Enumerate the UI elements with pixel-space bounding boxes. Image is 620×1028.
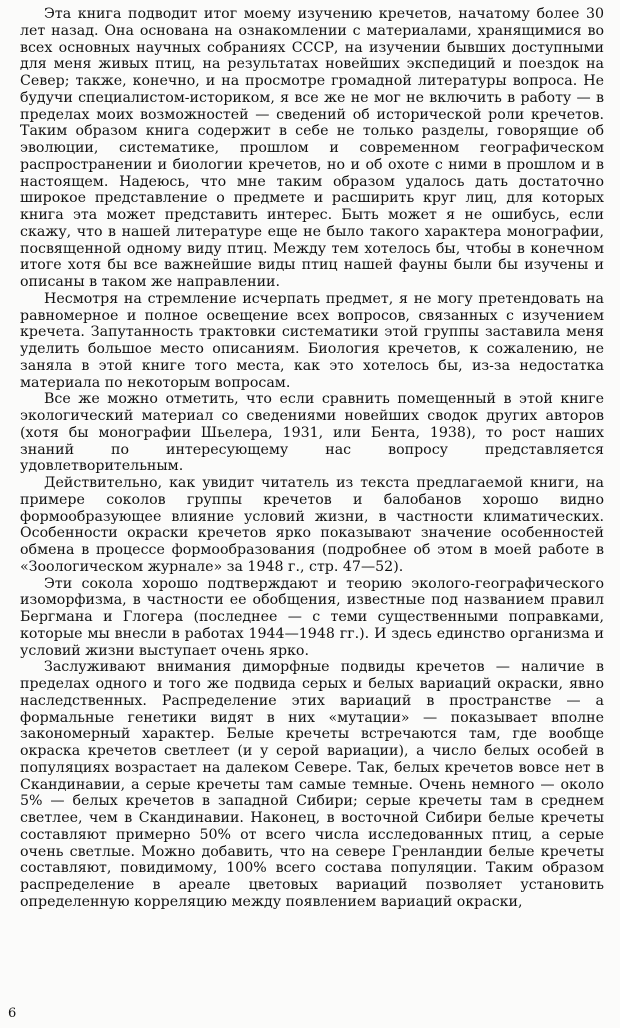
paragraph-2: Несмотря на стремление исчерпать предмет, я не могу претендовать на равномерное и полное освещение всех вопросов, связанных с изучением кречета. Запутанность трактовки систематики этой группы заставила меня уделить большое место описаниям. Биология кречетов, к сожалению, не заняла в этой книге того места, как это хотелось бы, из-за недостатка материала по некоторым вопросам.	[20, 290, 604, 391]
page-number: 6	[8, 1006, 17, 1021]
paragraph-5: Эти сокола хорошо подтверждают и теорию эколого-географического изоморфизма, в частности ее обобщения, известные под названием правил Бергмана и Глогера (последнее — с теми существенными поправками, которые мы внесли в работах 1944—1948 гг.). И здесь единство организма и условий жизни выступает очень ярко.	[20, 575, 604, 659]
paragraph-6: Заслуживают внимания диморфные подвиды кречетов — наличие в пределах одного и того же подвида серых и белых вариаций окраски, явно наследственных. Распределение этих вариаций в пространстве — а формальные генетики видят в них «мутации» — показывает вполне закономерный характер. Белые кречеты встречаются там, где вообще окраска кречетов светлеет (и у серой вариации), а число белых особей в популяциях возрастает на далеком Севере. Так, белых кречетов вовсе нет в Скандинавии, а серые кречеты там самые темные. Очень немного — около 5% — белых кречетов в западной Сибири; серые кречеты там в среднем светлее, чем в Скандинавии. Наконец, в восточной Сибири белые кречеты составляют примерно 50% от всего числа исследованных птиц, а серые очень светлые. Можно добавить, что на севере Гренландии белые кречеты составляют, повидимому, 100% всего состава популяции. Таким образом распределение в ареале цветовых вариаций позволяет установить определенную корреляцию между появлением вариаций окраски,	[20, 659, 604, 910]
paragraph-3: Все же можно отметить, что если сравнить помещенный в этой книге экологический материал со сведениями новейших сводок других авторов (хотя бы монографии Шьелера, 1931, или Бента, 1938), то рост наших знаний по интересующему нас вопросу представляется удовлетворительным.	[20, 391, 604, 475]
paragraph-1: Эта книга подводит итог моему изучению кречетов, начатому более 30 лет назад. Она основана на ознакомлении с материалами, хранящимися во всех основных научных собраниях СССР, на изучении бывших доступными для меня живых птиц, на результатах новейших экспедиций и поездок на Север; также, конечно, и на просмотре громадной литературы вопроса. Не будучи специалистом-историком, я все же не мог не включить в работу — в пределах моих возможностей — сведений об исторической роли кречетов. Таким образом книга содержит в себе не только разделы, говорящие об эволюции, систематике, прошлом и современном географическом распространении и биологии кречетов, но и об охоте с ними в прошлом и в настоящем. Надеюсь, что мне таким образом удалось дать достаточно широкое представление о предмете и расширить круг лиц, для которых книга эта может представить интерес. Быть может я не ошибусь, если скажу, что в нашей литературе еще не было такого характера монографии, посвященной одному виду птиц. Между тем хотелось бы, чтобы в конечном итоге хотя бы все важнейшие виды птиц нашей фауны были бы изучены и описаны в таком же направлении.	[20, 6, 604, 290]
paragraph-4: Действительно, как увидит читатель из текста предлагаемой книги, на примере соколов группы кречетов и балобанов хорошо видно формообразующее влияние условий жизни, в частности климатических. Особенности окраски кречетов ярко показывают значение особенностей обмена в процессе формообразования (подробнее об этом в моей работе в «Зоологическом журнале» за 1948 г., стр. 47—52).	[20, 475, 604, 575]
body-text	[20, 6, 604, 911]
